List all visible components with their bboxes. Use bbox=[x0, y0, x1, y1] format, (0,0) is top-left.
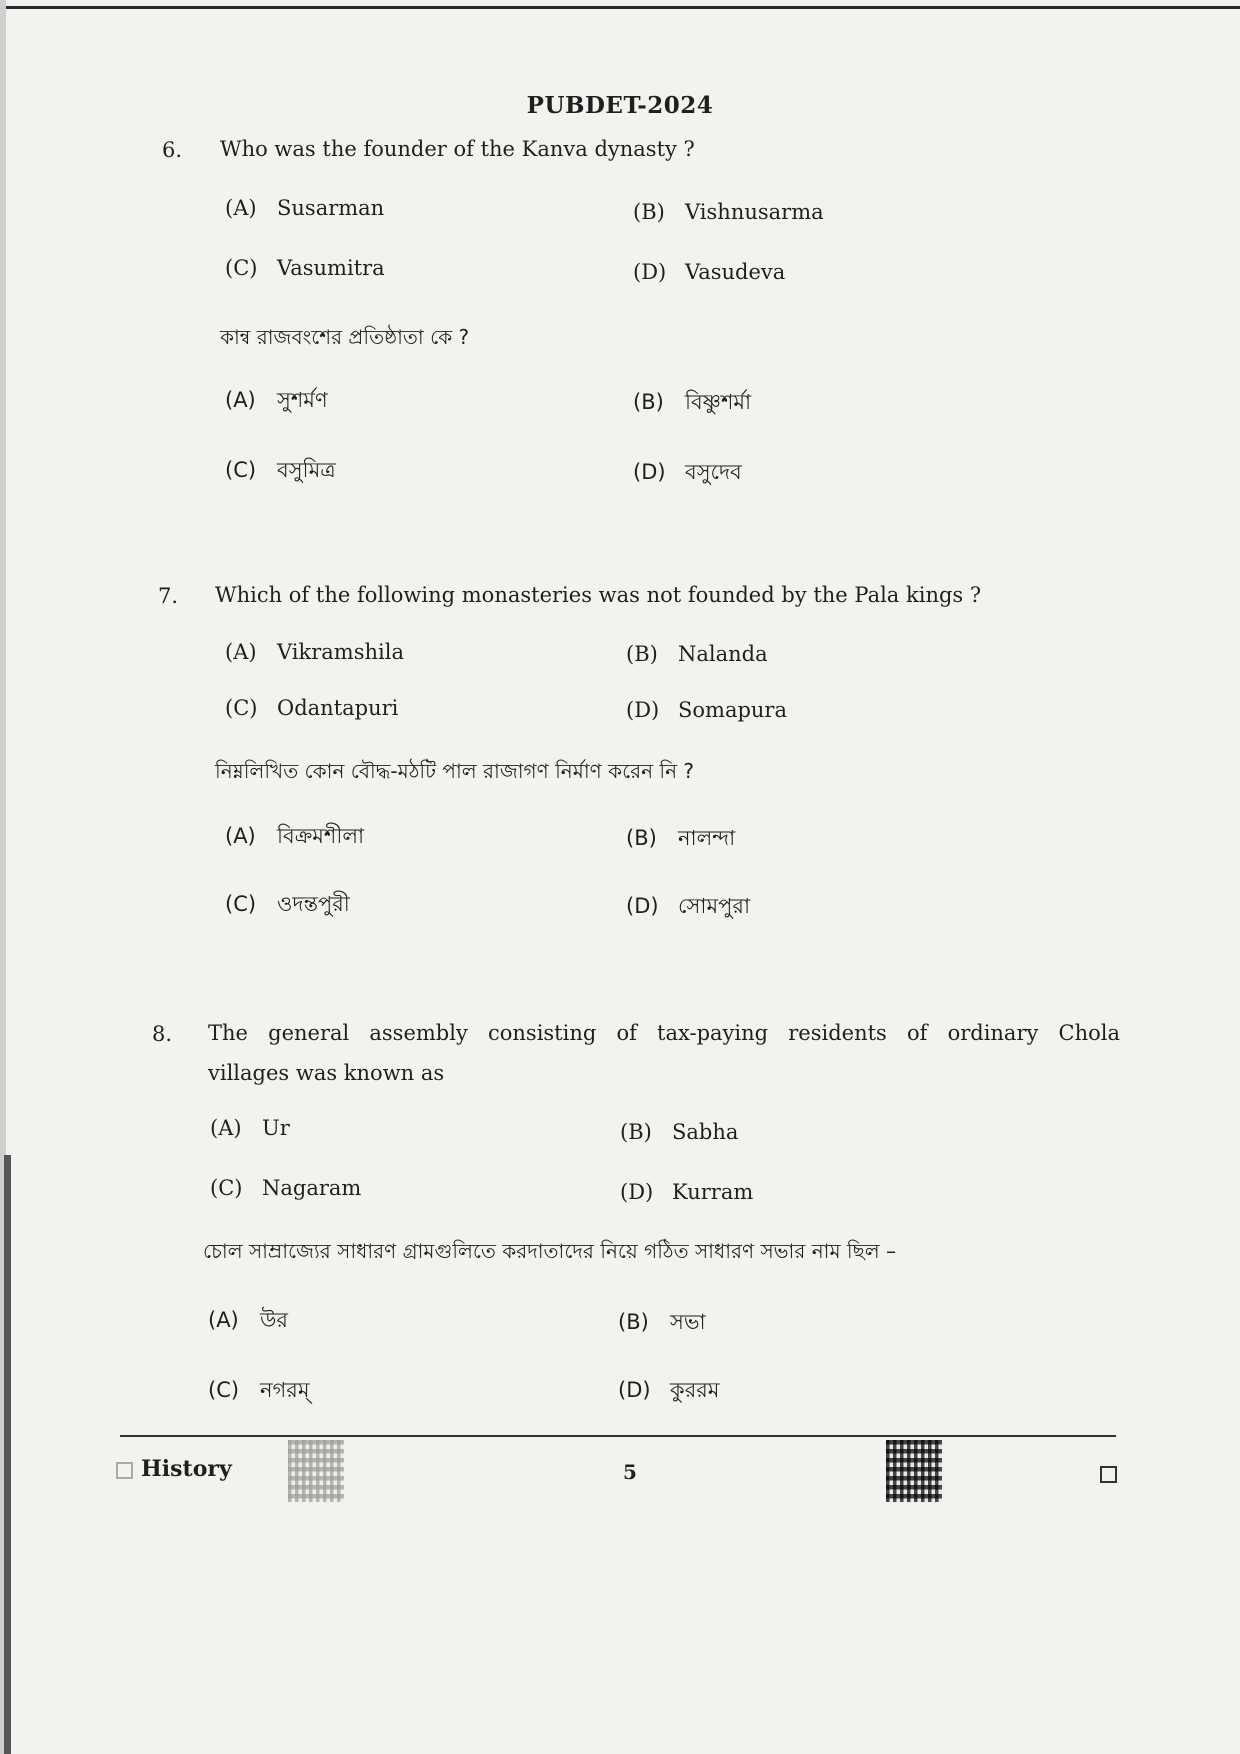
option-b-bn: (B) সভা bbox=[618, 1310, 706, 1334]
option-d-en: (D) Kurram bbox=[620, 1180, 754, 1204]
option-a-en: (A) Susarman bbox=[225, 196, 385, 220]
question-text-en-line2: villages was known as bbox=[208, 1061, 445, 1085]
option-b-bn: (B) নালন্দা bbox=[626, 826, 736, 850]
option-a-en: (A) Vikramshila bbox=[225, 640, 404, 664]
option-d-bn: (D) বসুদেব bbox=[633, 460, 742, 484]
footer-rule bbox=[120, 1435, 1116, 1437]
option-c-bn: (C) নগরম্ bbox=[208, 1378, 310, 1402]
qr-code-icon bbox=[886, 1440, 942, 1502]
option-b-en: (B) Vishnusarma bbox=[633, 200, 824, 224]
square-icon bbox=[1100, 1466, 1117, 1483]
question-number: 6. bbox=[162, 138, 183, 162]
top-rule bbox=[6, 6, 1240, 9]
option-d-en: (D) Somapura bbox=[626, 698, 787, 722]
option-c-bn: (C) ওদন্তপুরী bbox=[225, 892, 350, 916]
page-header: PUBDET-2024 bbox=[526, 92, 714, 119]
option-a-bn: (A) সুশর্মণ bbox=[225, 388, 328, 412]
option-b-bn: (B) বিষ্ণুশর্মা bbox=[633, 390, 752, 414]
option-d-bn: (D) সোমপুরা bbox=[626, 894, 751, 918]
option-c-en: (C) Vasumitra bbox=[225, 256, 385, 280]
question-text-bn: কান্ব রাজবংশের প্রতিষ্ঠাতা কে ? bbox=[220, 325, 470, 349]
option-b-en: (B) Sabha bbox=[620, 1120, 739, 1144]
option-d-bn: (D) কুররম bbox=[618, 1378, 720, 1402]
option-b-en: (B) Nalanda bbox=[626, 642, 768, 666]
footer-marker bbox=[1100, 1464, 1125, 1483]
question-text-en-line1: The general assembly consisting of tax-paying residents of ordinary Chola bbox=[208, 1021, 1120, 1045]
question-text-bn: চোল সাম্রাজ্যের সাধারণ গ্রামগুলিতে করদাতাদের নিয়ে গঠিত সাধারণ সভার নাম ছিল – bbox=[203, 1239, 897, 1263]
option-d-en: (D) Vasudeva bbox=[633, 260, 786, 284]
option-c-bn: (C) বসুমিত্র bbox=[225, 458, 336, 482]
question-number: 7. bbox=[158, 584, 179, 608]
option-c-en: (C) Nagaram bbox=[210, 1176, 362, 1200]
scan-border bbox=[4, 1155, 11, 1754]
square-icon bbox=[116, 1462, 133, 1479]
footer-subject: History bbox=[116, 1456, 232, 1482]
question-text-en: Who was the founder of the Kanva dynasty ? bbox=[220, 137, 695, 161]
question-text-en: Which of the following monasteries was not founded by the Pala kings ? bbox=[215, 583, 982, 607]
option-a-bn: (A) বিক্রমশীলা bbox=[225, 824, 365, 848]
option-a-bn: (A) উর bbox=[208, 1308, 288, 1332]
option-a-en: (A) Ur bbox=[210, 1116, 290, 1140]
page-number: 5 bbox=[623, 1460, 637, 1484]
question-text-bn: নিম্নলিখিত কোন বৌদ্ধ-মঠটি পাল রাজাগণ নির্মাণ করেন নি ? bbox=[215, 759, 695, 783]
option-c-en: (C) Odantapuri bbox=[225, 696, 399, 720]
qr-code-icon bbox=[288, 1440, 344, 1502]
question-number: 8. bbox=[152, 1022, 173, 1046]
